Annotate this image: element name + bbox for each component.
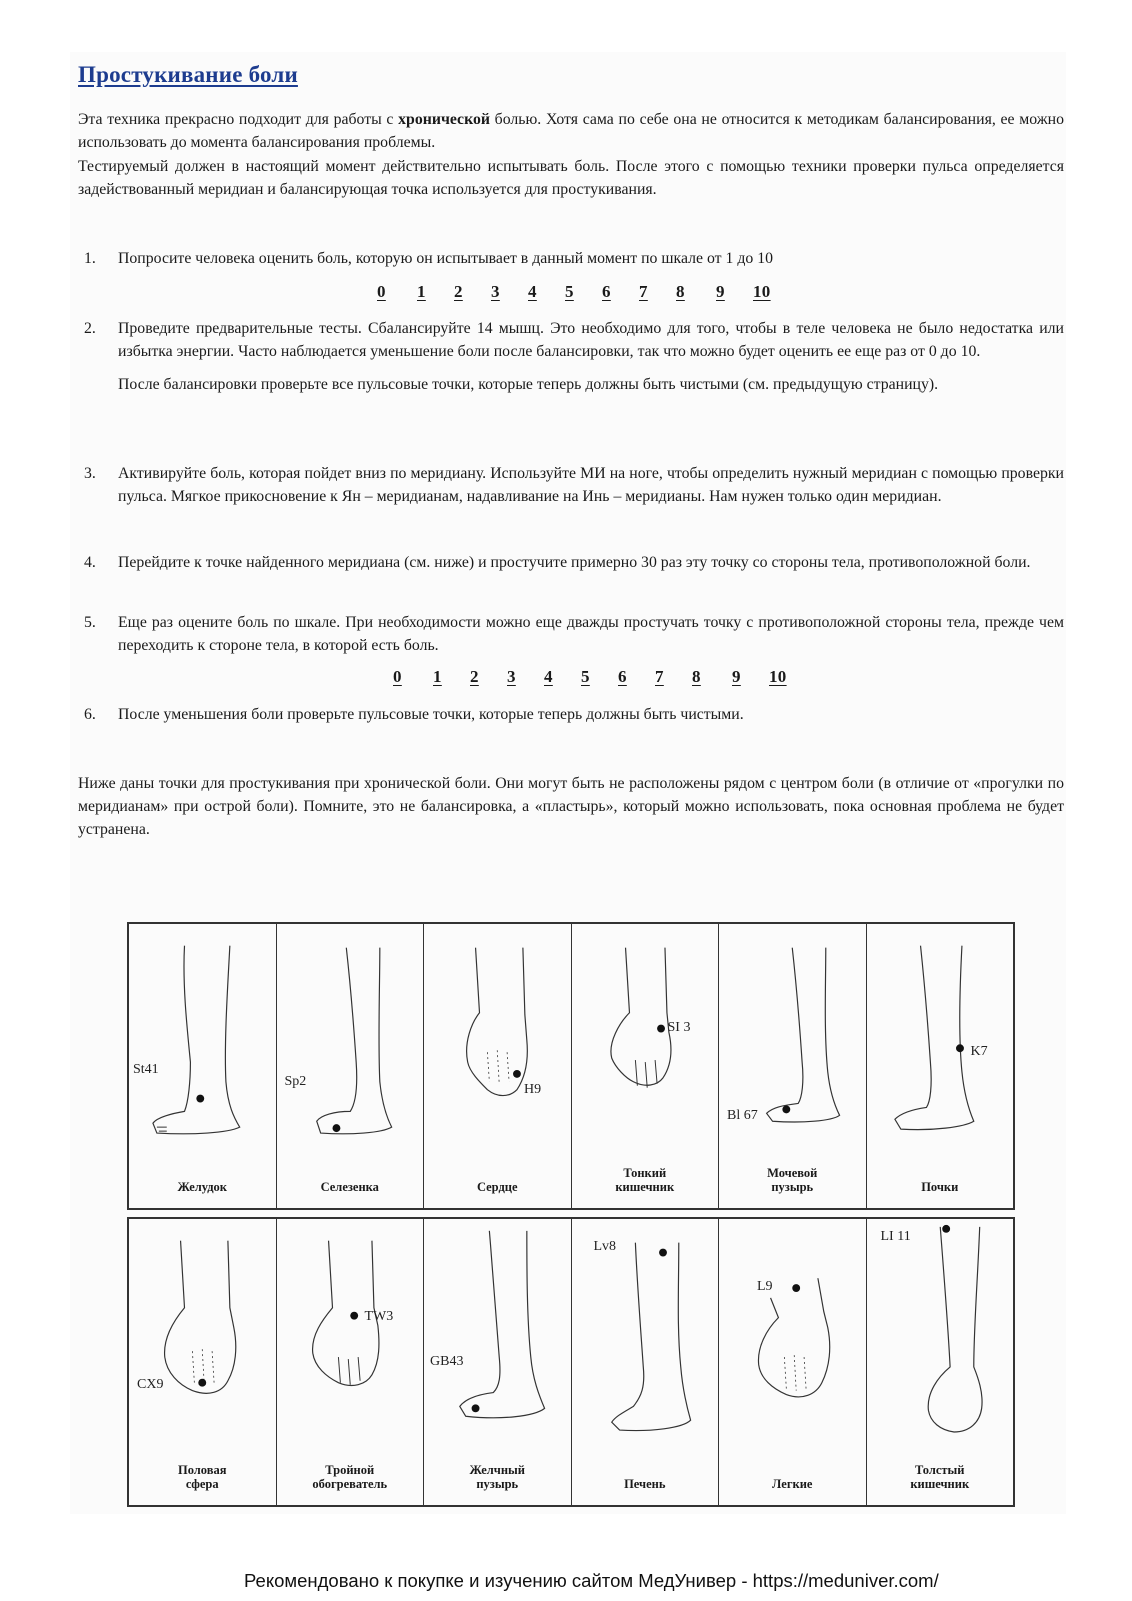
point-label: CX9: [137, 1377, 164, 1392]
point-label: St41: [133, 1062, 159, 1077]
footer-recommendation: Рекомендовано к покупке и изучению сайтом МедУнивер - https://meduniver.com/: [244, 1570, 939, 1591]
point-label: K7: [970, 1044, 988, 1059]
point-label: Lv8: [593, 1239, 617, 1254]
figure-cell-lung: [719, 1219, 867, 1505]
leg-outline-icon: [572, 1219, 719, 1505]
step-2: 2. Проведите предварительные тесты. Сбалансируйте 14 мышц. Это необходимо для того, чтобы в теле человека не было недостатка или избытка энергии. Часто наблюдается уменьшение боли после балансировки, так что можно будет оценить ее еще раз от 0 до 10. После балансировки проверьте все пульсовые точки, которые теперь должны быть чистыми (см. предыдущую страницу).: [84, 320, 1064, 393]
figure-cell-spleen: [277, 924, 425, 1208]
step-1: 1. Попросите человека оценить боль, которую он испытывает в данный момент по шкале от 1 до 10: [84, 250, 774, 267]
meridian-caption-line-2: пузырь: [476, 1477, 519, 1491]
figure-cell-bladder: [719, 924, 867, 1208]
pain-scale-1: 0 1 2 3 4 5 6 7 8 9 10: [377, 282, 771, 301]
point-label: H9: [524, 1082, 542, 1097]
leg-outline-icon: [277, 924, 424, 1208]
point-label: Sp2: [284, 1074, 307, 1089]
step-4: 4. Перейдите к точке найденного меридиана (см. ниже) и простучите примерно 30 раз эту точку со стороны тела, противоположной боли.: [84, 554, 1031, 571]
leg-outline-icon: [867, 924, 1014, 1208]
point-label: L9: [757, 1279, 773, 1294]
figure-cell-heart: [424, 924, 572, 1208]
meridian-caption: Селезенка: [320, 1180, 379, 1194]
figure-cell-liver: [572, 1219, 720, 1505]
meridian-caption: Легкие: [772, 1477, 813, 1491]
figure-cell-large-intestine: [867, 1219, 1014, 1505]
point-label: Bl 67: [727, 1108, 758, 1123]
tail-paragraph: Ниже даны точки для простукивания при хронической боли. Они могут быть не расположены рядом с центром боли (в отличие от «прогулки по меридианам» при острой боли). Помните, это не балансировка, а «пластырь», который можно использовать, пока основная проблема не будет устранена.: [78, 775, 1064, 838]
acupoint-grid-row-1: [127, 922, 1015, 1210]
page-title: Простукивание боли: [78, 62, 298, 87]
point-label: SI 3: [667, 1020, 691, 1035]
meridian-caption-line-1: Половая: [177, 1463, 227, 1477]
step-3: 3. Активируйте боль, которая пойдет вниз по меридиану. Используйте МИ на ноге, чтобы определить нужный меридиан с помощью проверки пульса. Мягкое прикосновение к Ян – меридианам, надавливание на Инь – меридианы. Нам нужен только один меридиан.: [84, 465, 1064, 505]
figure-cell-stomach: [129, 924, 277, 1208]
meridian-caption-line-1: Толстый: [914, 1463, 965, 1477]
point-label: LI 11: [880, 1229, 911, 1244]
meridian-caption-line-2: сфера: [185, 1477, 219, 1491]
step-6: 6. После уменьшения боли проверьте пульсовые точки, которые теперь должны быть чистыми.: [84, 706, 744, 723]
figure-cell-triple-warmer: [277, 1219, 425, 1505]
meridian-caption-line-1: Мочевой: [767, 1166, 818, 1180]
pain-scale-2: 0 1 2 3 4 5 6 7 8 9 10: [393, 667, 787, 686]
figure-cell-gallbladder: [424, 1219, 572, 1505]
meridian-caption-line-2: пузырь: [771, 1180, 814, 1194]
meridian-caption-line-1: Желчный: [469, 1463, 525, 1477]
figure-cell-kidney: [867, 924, 1014, 1208]
intro-paragraph-2: Тестируемый должен в настоящий момент действительно испытывать боль. После этого с помощью техники проверки пульса определяется задействованный меридиан и балансирующая точка используется для простукивания.: [78, 158, 1064, 198]
hand-outline-icon: [424, 924, 571, 1208]
figure-cell-pericardium: [129, 1219, 277, 1505]
meridian-caption: Почки: [921, 1180, 959, 1194]
meridian-caption-line-1: Тонкий: [623, 1166, 667, 1180]
figure-cell-small-intestine: [572, 924, 720, 1208]
meridian-caption-line-1: Тройной: [325, 1463, 375, 1477]
intro-emphasis: хронической: [398, 111, 490, 128]
point-label: GB43: [430, 1354, 464, 1369]
point-label: TW3: [364, 1309, 394, 1324]
hand-outline-icon: [719, 1219, 866, 1505]
meridian-caption: Сердце: [476, 1180, 518, 1194]
acupoint-grid-row-2: [127, 1217, 1015, 1507]
step-5: 5. Еще раз оцените боль по шкале. При необходимости можно еще дважды простучать точку с противоположной стороны тела, прежде чем переходить к стороне тела, в которой есть боль.: [84, 614, 1064, 654]
meridian-caption: Желудок: [177, 1180, 228, 1194]
meridian-caption: Печень: [624, 1477, 666, 1491]
meridian-caption-line-2: обогреватель: [312, 1477, 388, 1491]
intro-paragraph-1: Эта техника прекрасно подходит для работы с хронической болью. Хотя сама по себе она не относится к методикам балансирования, ее можно использовать до момента балансирования проблемы.: [78, 111, 1064, 151]
meridian-caption-line-2: кишечник: [910, 1477, 970, 1491]
meridian-caption-line-2: кишечник: [615, 1180, 675, 1194]
